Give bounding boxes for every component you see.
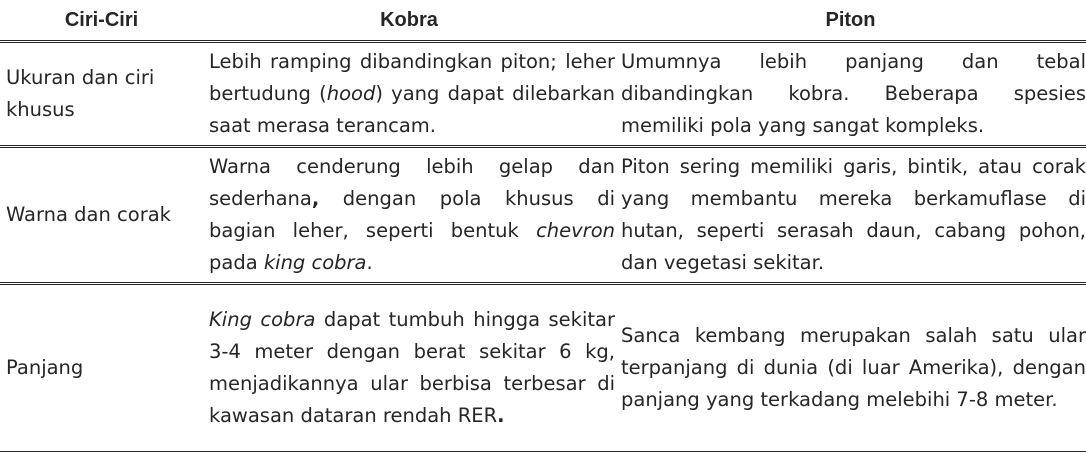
row-label: Panjang <box>0 284 203 452</box>
kobra-cell <box>203 42 615 147</box>
piton-cell <box>615 284 1086 452</box>
text-run: Piton sering memiliki garis, bintik, atau corak yang membantu mereka berkamuflase di hutan, seperti serasah daun, cabang pohon, dan vegetasi sekitar. <box>621 155 1086 274</box>
italic-text: King cobra <box>209 308 316 331</box>
header-ciri-ciri: Ciri-Ciri <box>0 0 203 42</box>
italic-text: king cobra <box>263 251 367 274</box>
text-run: pada <box>209 251 264 274</box>
text-run: Warna cenderung lebih gelap dan sederhana <box>209 155 615 210</box>
text-run: Umumnya lebih panjang dan tebal dibandingkan kobra. Beberapa spesies memiliki pola yang sangat kompleks. <box>621 50 1086 137</box>
kobra-cell <box>203 284 615 452</box>
kobra-cell <box>203 147 615 284</box>
text-run: . <box>366 251 373 274</box>
text-run: Sanca kembang merupakan salah satu ular terpanjang di dunia (di luar Amerika), dengan panjang yang terkadang melebihi 7-8 meter. <box>621 324 1086 411</box>
header-piton: Piton <box>615 0 1086 42</box>
italic-text: chevron <box>536 219 615 242</box>
row-label: Ukuran dan ciri khusus <box>0 42 203 147</box>
row-label: Warna dan corak <box>0 147 203 284</box>
piton-cell <box>615 147 1086 284</box>
text-run: dapat tumbuh hingga sekitar 3-4 meter dengan berat sekitar 6 kg, menjadikannya ular berbisa terbesar di kawasan dataran rendah RER <box>209 308 615 427</box>
table-row <box>0 42 1086 147</box>
table-header-row <box>0 0 1086 42</box>
text-run: Lebih ramping dibandingkan piton; leher bertudung ( <box>209 50 615 105</box>
bold-text: . <box>497 404 505 427</box>
table-row <box>0 147 1086 284</box>
text-run: ) yang dapat dilebarkan saat merasa terancam. <box>209 82 615 137</box>
piton-cell <box>615 42 1086 147</box>
text-run: dengan pola khusus di bagian leher, seperti bentuk <box>209 187 615 242</box>
table-row <box>0 284 1086 452</box>
header-kobra: Kobra <box>203 0 615 42</box>
bold-text: , <box>311 187 320 210</box>
italic-text: hood <box>326 82 376 105</box>
